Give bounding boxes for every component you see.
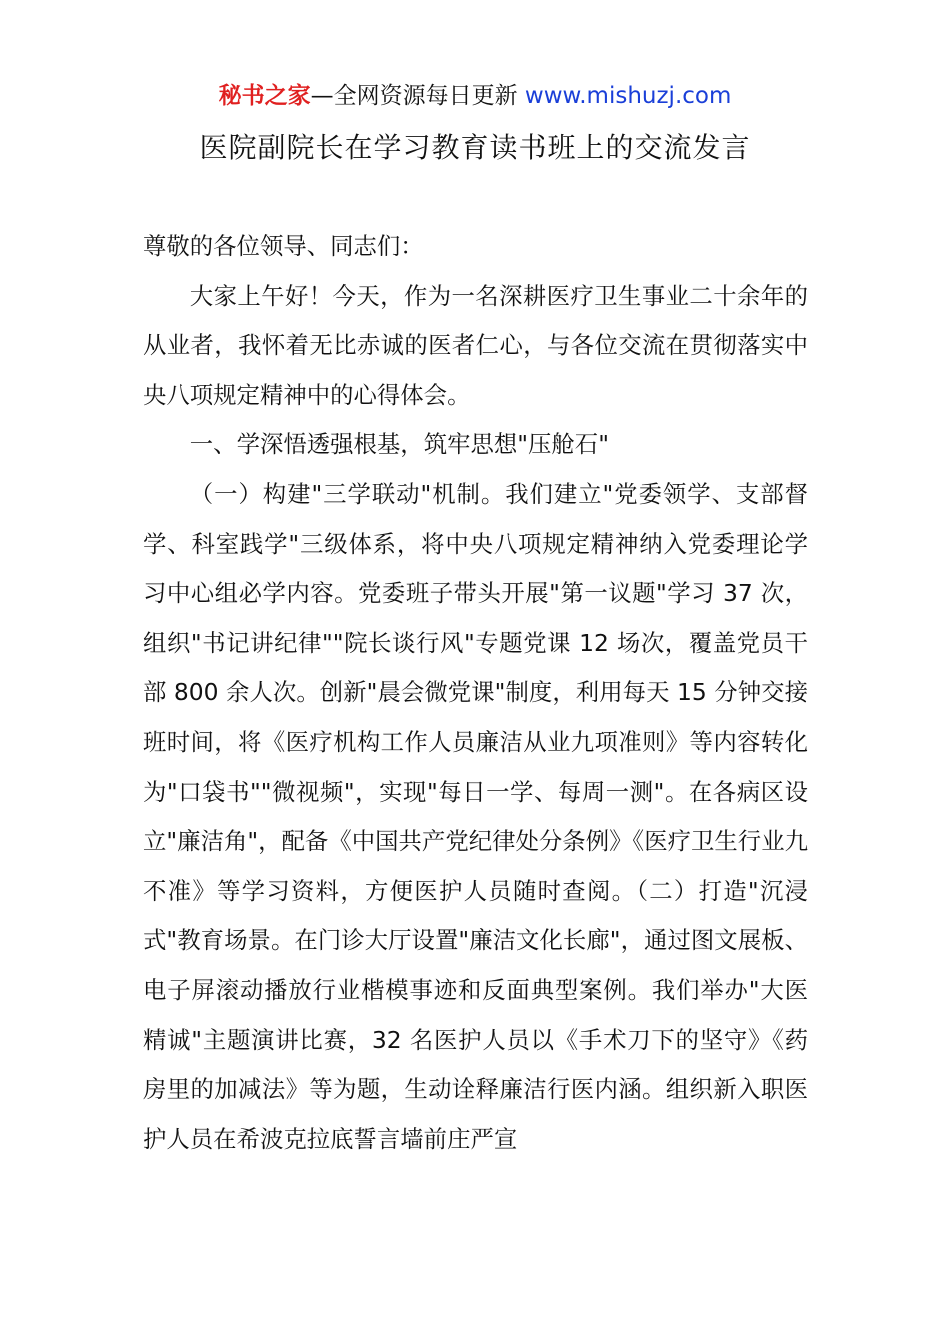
- paragraph-opening: 大家上午好！今天，作为一名深耕医疗卫生事业二十余年的从业者，我怀着无比赤诚的医者仁心，与各位交流在贯彻落实中央八项规定精神中的心得体会。: [143, 281, 808, 409]
- site-banner: [0, 80, 950, 112]
- brand-name: 秘书之家: [218, 83, 311, 109]
- document-title: 医院副院长在学习教育读书班上的交流发言: [199, 131, 751, 164]
- banner-tagline: —全网资源每日更新: [310, 83, 518, 109]
- salutation: 尊敬的各位领导、同志们：: [143, 232, 424, 260]
- paragraph-body: （一）构建"三学联动"机制。我们建立"党委领学、支部督学、科室践学"三级体系，将中央八项规定精神纳入党委理论学习中心组必学内容。党委班子带头开展"第一议题"学习 37 次，组织"书记讲纪律""院长谈行风"专题党课 12 场次，覆盖党员干部 800 余人次。创新"晨会微党课"制度，利用每天 15 分钟交接班时间，将《医疗机构工作人员廉洁从业九项准则》等内容转化为"口袋书""微视频"，实现"每日一学、每周一测"。在各病区设立"廉洁角"，配备《中国共产党纪律处分条例》《医疗卫生行业九不准》等学习资料，方便医护人员随时查阅。（二）打造"沉浸式"教育场景。在门诊大厅设置"廉洁文化长廊"，通过图文展板、电子屏滚动播放行业楷模事迹和反面典型案例。我们举办"大医精诚"主题演讲比赛，32 名医护人员以《手术刀下的坚守》《药房里的加减法》等为题，生动诠释廉洁行医内涵。组织新入职医护人员在希波克拉底誓言墙前庄严宣: [143, 479, 808, 1153]
- document-body: [143, 222, 808, 1164]
- section-heading: 一、学深悟透强根基，筑牢思想"压舱石": [189, 430, 609, 459]
- site-url-link[interactable]: www.mishuzj.com: [524, 83, 732, 109]
